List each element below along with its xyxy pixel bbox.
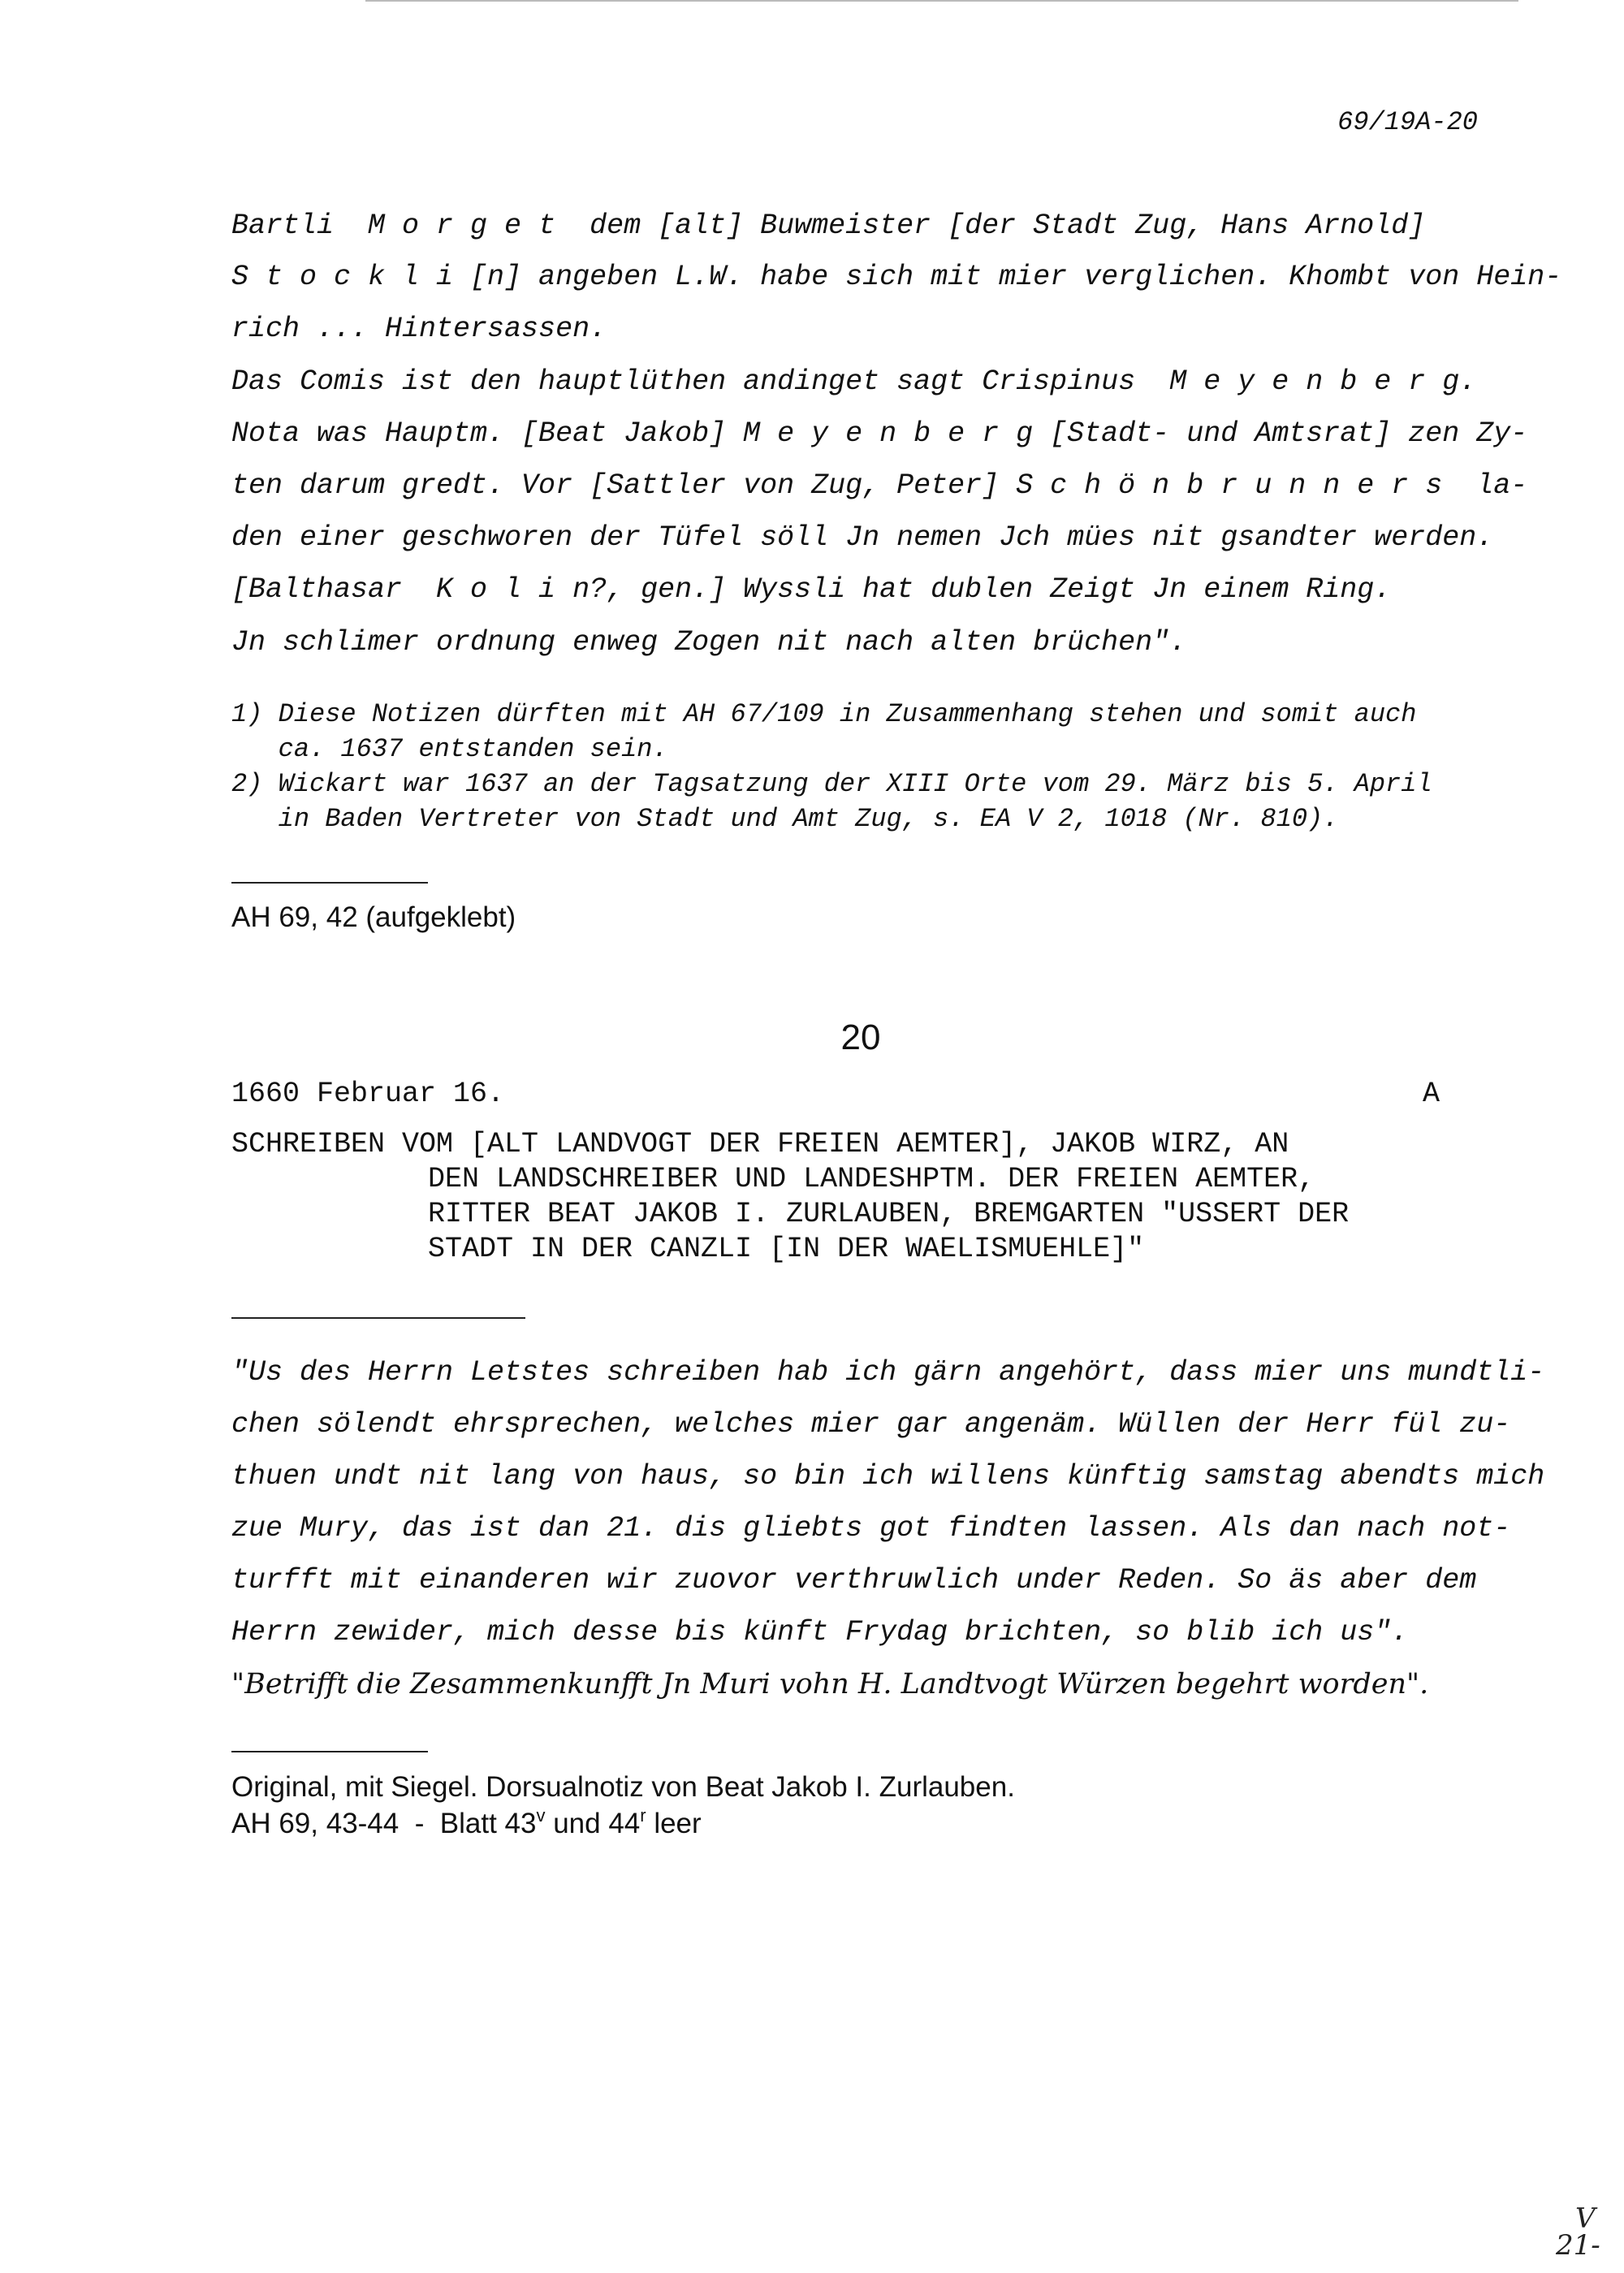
superscript-recto: r [640, 1805, 646, 1826]
text-line: den einer geschworen der Tüfel söll Jn nemen Jch mües nit gsandter werden. [231, 521, 1494, 554]
text-line: Bartli M o r g e t dem [alt] Buwmeister [der Stadt Zug, Hans Arnold] [231, 210, 1426, 242]
source-note-text: leer [646, 1808, 702, 1839]
source-note-line [231, 1805, 702, 1840]
text-line: chen sölendt ehrsprechen, welches mier gar angenäm. Wüllen der Herr fül zu- [231, 1408, 1511, 1441]
footnote-line: in Baden Vertreter von Stadt und Amt Zug, s. EA V 2, 1018 (Nr. 810). [231, 804, 1339, 834]
section-divider [231, 1751, 428, 1752]
top-edge-line [365, 0, 1518, 2]
section-divider [231, 1317, 525, 1319]
source-reference: AH 69, 42 (aufgeklebt) [231, 901, 516, 933]
source-note-text: und 44 [545, 1808, 641, 1839]
dorsal-note: "Betrifft die Zesammenkunfft Jn Muri vohn H. Landtvogt Würzen begehrt worden". [231, 1668, 1429, 1700]
source-note-line: Original, mit Siegel. Dorsualnotiz von Beat Jakob I. Zurlauben. [231, 1771, 1015, 1803]
document-number: 20 [840, 1018, 881, 1057]
footnote-line: ca. 1637 entstanden sein. [231, 734, 668, 764]
text-line: Das Comis ist den hauptlüthen andinget sagt Crispinus M e y e n b e r g. [231, 365, 1477, 398]
text-line: turfft mit einanderen wir zuovor verthruwlich under Reden. So äs aber dem [231, 1564, 1477, 1597]
handwritten-mark: V [1575, 2202, 1596, 2235]
text-line: [Balthasar K o l i n?, gen.] Wyssli hat dublen Zeigt Jn einem Ring. [231, 573, 1392, 606]
document-date: 1660 Februar 16. [231, 1078, 505, 1110]
heading-line: SCHREIBEN VOM [ALT LANDVOGT DER FREIEN AEMTER], JAKOB WIRZ, AN [231, 1128, 1289, 1160]
text-line: "Us des Herrn Letstes schreiben hab ich gärn angehört, dass mier uns mundtli- [231, 1356, 1545, 1389]
footnote-line: 2) Wickart war 1637 an der Tagsatzung der XIII Orte vom 29. März bis 5. April [231, 769, 1432, 799]
superscript-verso: v [536, 1805, 546, 1826]
text-line: thuen undt nit lang von haus, so bin ich willens künftig samstag abendts mich [231, 1460, 1545, 1493]
page-reference: 69/19A-20 [1337, 107, 1478, 137]
text-line: rich ... Hintersassen. [231, 313, 607, 345]
text-line: Nota was Hauptm. [Beat Jakob] M e y e n b e r g [Stadt- und Amtsrat] zen Zy- [231, 417, 1528, 450]
source-note-text: AH 69, 43-44 - Blatt 43 [231, 1808, 537, 1839]
handwritten-page-number: 21- [1556, 2229, 1600, 2262]
heading-line: RITTER BEAT JAKOB I. ZURLAUBEN, BREMGARTEN "USSERT DER [428, 1198, 1350, 1230]
footnote-line: 1) Diese Notizen dürften mit AH 67/109 in Zusammenhang stehen und somit auch [231, 699, 1417, 729]
text-line: Jn schlimer ordnung enweg Zogen nit nach alten brüchen". [231, 626, 1187, 659]
section-divider [231, 882, 428, 884]
text-line: ten darum gredt. Vor [Sattler von Zug, Peter] S c h ö n b r u n n e r s la- [231, 469, 1528, 502]
text-line: Herrn zewider, mich desse bis künft Frydag brichten, so blib ich us". [231, 1616, 1409, 1649]
letter-mark: A [1423, 1078, 1440, 1110]
heading-line: STADT IN DER CANZLI [IN DER WAELISMUEHLE]" [428, 1233, 1145, 1265]
heading-line: DEN LANDSCHREIBER UND LANDESHPTM. DER FREIEN AEMTER, [428, 1163, 1315, 1195]
text-line: S t o c k l i [n] angeben L.W. habe sich mit mier verglichen. Khombt von Hein- [231, 261, 1562, 293]
text-line: zue Mury, das ist dan 21. dis gliebts got findten lassen. Als dan nach not- [231, 1512, 1511, 1545]
